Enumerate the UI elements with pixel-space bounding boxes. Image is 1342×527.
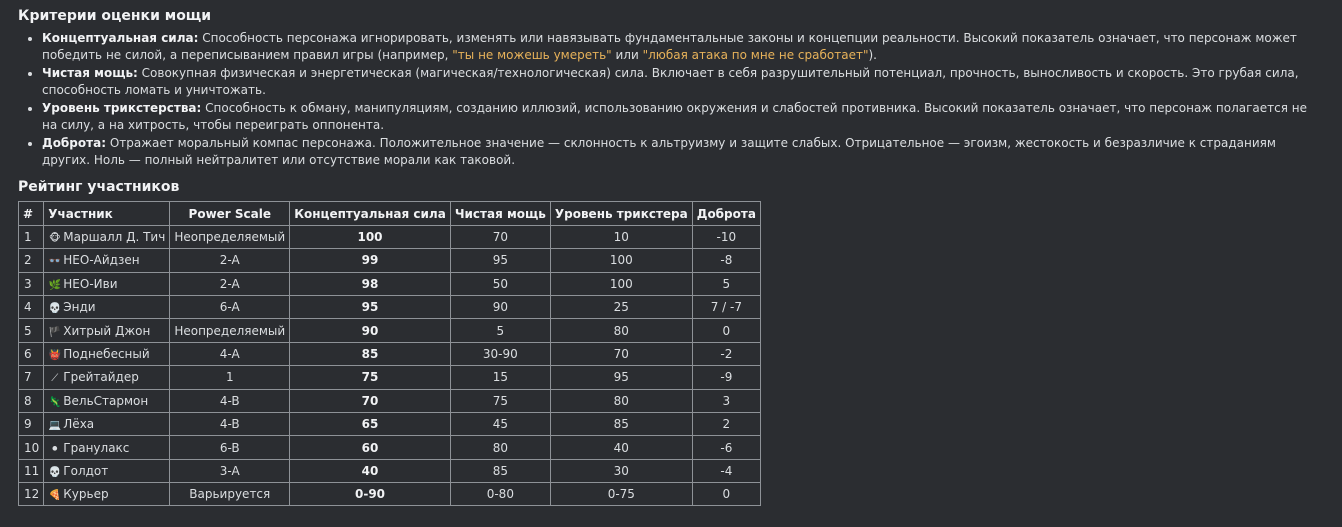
- criteria-list: [18, 30, 1324, 169]
- concept-cell: 100: [290, 225, 451, 248]
- kindness-cell: 2: [692, 412, 760, 435]
- col-header-power: Чистая мощь: [450, 202, 550, 225]
- power-scale-cell: 4-B: [170, 389, 290, 412]
- power-cell: 90: [450, 295, 550, 318]
- criteria-item-power: [42, 65, 1324, 99]
- table-row: [19, 319, 761, 342]
- power-scale-cell: Неопределяемый: [170, 319, 290, 342]
- col-header-trickster: Уровень трикстера: [550, 202, 692, 225]
- rank-cell: 2: [19, 249, 44, 272]
- table-row: [19, 272, 761, 295]
- table-row: [19, 295, 761, 318]
- criteria-item-concept: [42, 30, 1324, 64]
- concept-cell: 75: [290, 366, 451, 389]
- power-scale-cell: 2-A: [170, 249, 290, 272]
- kindness-cell: 0: [692, 483, 760, 506]
- concept-cell: 85: [290, 342, 451, 365]
- power-scale-cell: 4-A: [170, 342, 290, 365]
- participant-cell: [44, 412, 170, 435]
- participant-name: НЕО-Айдзен: [63, 253, 140, 268]
- criteria-heading: Критерии оценки мощи: [18, 8, 212, 24]
- rank-cell: 10: [19, 436, 44, 459]
- participant-cell: [44, 249, 170, 272]
- criteria-text: Отражает моральный компас персонажа. Положительное значение — склонность к альтруизму и защите слабых. Отрицательное — эгоизм, жестокость и безразличие к страданиям других. Ноль — полный нейтралитет или отсутствие морали как таковой.: [42, 136, 1276, 168]
- avatar-icon: 👓: [48, 256, 61, 268]
- trickster-cell: 30: [550, 459, 692, 482]
- avatar-icon: ⟋: [51, 373, 59, 385]
- kindness-cell: 3: [692, 389, 760, 412]
- participant-cell: [44, 295, 170, 318]
- rank-cell: 12: [19, 483, 44, 506]
- participant-name: Маршалл Д. Тич: [63, 229, 166, 244]
- participant-cell: [44, 319, 170, 342]
- participant-name: Энди: [63, 300, 96, 315]
- power-cell: 5: [450, 319, 550, 342]
- criteria-term: Доброта:: [42, 136, 106, 150]
- kindness-cell: 7 / -7: [692, 295, 760, 318]
- trickster-cell: 95: [550, 366, 692, 389]
- power-cell: 70: [450, 225, 550, 248]
- avatar-icon: 🏴: [48, 326, 61, 338]
- kindness-cell: -8: [692, 249, 760, 272]
- avatar-icon: 💀: [48, 466, 61, 478]
- col-header-rank: #: [19, 202, 44, 225]
- table-row: [19, 389, 761, 412]
- trickster-cell: 100: [550, 249, 692, 272]
- concept-cell: 99: [290, 249, 451, 272]
- concept-cell: 60: [290, 436, 451, 459]
- participant-name: Грейтайдер: [63, 370, 139, 385]
- participant-cell: [44, 436, 170, 459]
- avatar-icon: 💻: [48, 420, 61, 432]
- power-cell: 75: [450, 389, 550, 412]
- concept-cell: 90: [290, 319, 451, 342]
- rating-heading: Рейтинг участников: [18, 179, 180, 196]
- trickster-cell: 0-75: [550, 483, 692, 506]
- col-header-power-scale: Power Scale: [170, 202, 290, 225]
- avatar-icon: 👹: [48, 349, 61, 361]
- rank-cell: 11: [19, 459, 44, 482]
- participant-cell: [44, 366, 170, 389]
- rank-cell: 1: [19, 225, 44, 248]
- table-header-row: [19, 202, 761, 225]
- rank-cell: 6: [19, 342, 44, 365]
- participant-cell: [44, 459, 170, 482]
- participant-name: НЕО-Иви: [63, 276, 118, 291]
- concept-cell: 40: [290, 459, 451, 482]
- avatar-icon: 🌿: [48, 279, 61, 291]
- criteria-text: Способность персонажа игнорировать, изменять или навязывать фундаментальные законы и концепции реальности. Высокий показатель означает, что персонаж может победить не силой, а переписыванием правил игры (например,: [42, 31, 1297, 63]
- trickster-cell: 85: [550, 412, 692, 435]
- trickster-cell: 100: [550, 272, 692, 295]
- criteria-text: Способность к обману, манипуляциям, созданию иллюзий, использованию окружения и слабостей противника. Высокий показатель означает, что персонаж полагается не на силу, а на хитрость, чтобы переиграть оппонента.: [42, 101, 1308, 133]
- table-row: [19, 436, 761, 459]
- power-cell: 80: [450, 436, 550, 459]
- trickster-cell: 70: [550, 342, 692, 365]
- table-row: [19, 249, 761, 272]
- concept-cell: 65: [290, 412, 451, 435]
- participant-cell: [44, 272, 170, 295]
- rank-cell: 7: [19, 366, 44, 389]
- participant-cell: [44, 342, 170, 365]
- power-cell: 15: [450, 366, 550, 389]
- criteria-text: или: [611, 48, 643, 63]
- kindness-cell: -4: [692, 459, 760, 482]
- participant-name: Курьер: [63, 487, 109, 502]
- col-header-kindness: Доброта: [692, 202, 760, 225]
- avatar-icon: 🦎: [48, 396, 61, 408]
- power-scale-cell: 4-B: [170, 412, 290, 435]
- table-row: [19, 225, 761, 248]
- participant-cell: [44, 389, 170, 412]
- kindness-cell: -10: [692, 225, 760, 248]
- trickster-cell: 80: [550, 389, 692, 412]
- power-scale-cell: Варьируется: [170, 483, 290, 506]
- quote-text: "ты не можешь умереть": [452, 48, 612, 63]
- avatar-icon: 💀: [48, 303, 61, 315]
- quote-text: "любая атака по мне не сработает": [642, 48, 869, 63]
- criteria-text: Совокупная физическая и энергетическая (магическая/технологическая) сила. Включает в себя разрушительный потенциал, прочность, выносливость и скорость. Это грубая сила, способность ломать и уничтожать.: [42, 66, 1299, 98]
- rank-cell: 5: [19, 319, 44, 342]
- criteria-term: Чистая мощь:: [42, 66, 138, 80]
- rank-cell: 3: [19, 272, 44, 295]
- trickster-cell: 10: [550, 225, 692, 248]
- trickster-cell: 80: [550, 319, 692, 342]
- participant-name: ВельСтармон: [63, 393, 149, 408]
- trickster-cell: 40: [550, 436, 692, 459]
- concept-cell: 70: [290, 389, 451, 412]
- rank-cell: 9: [19, 412, 44, 435]
- avatar-icon: 🍕: [48, 490, 61, 502]
- power-cell: 85: [450, 459, 550, 482]
- power-cell: 45: [450, 412, 550, 435]
- table-row: [19, 366, 761, 389]
- criteria-text: ).: [868, 48, 877, 63]
- kindness-cell: 0: [692, 319, 760, 342]
- power-cell: 50: [450, 272, 550, 295]
- rank-cell: 4: [19, 295, 44, 318]
- participant-cell: [44, 483, 170, 506]
- kindness-cell: -9: [692, 366, 760, 389]
- table-row: [19, 412, 761, 435]
- power-scale-cell: 3-A: [170, 459, 290, 482]
- table-row: [19, 459, 761, 482]
- participant-name: Поднебесный: [63, 346, 150, 361]
- criteria-item-trickster: [42, 100, 1324, 134]
- avatar-icon: 🐵: [49, 232, 61, 244]
- kindness-cell: -2: [692, 342, 760, 365]
- criteria-term: Уровень трикстерства:: [42, 101, 202, 115]
- rating-table: [18, 201, 761, 506]
- power-scale-cell: 2-A: [170, 272, 290, 295]
- avatar-icon: ⚫: [50, 443, 59, 455]
- table-row: [19, 342, 761, 365]
- participant-name: Гранулакс: [63, 440, 130, 455]
- col-header-concept: Концептуальная сила: [290, 202, 451, 225]
- rank-cell: 8: [19, 389, 44, 412]
- criteria-item-kindness: [42, 135, 1324, 169]
- table-body: [19, 225, 761, 506]
- participant-name: Хитрый Джон: [63, 323, 151, 338]
- participant-name: Голдот: [63, 463, 109, 478]
- concept-cell: 95: [290, 295, 451, 318]
- trickster-cell: 25: [550, 295, 692, 318]
- participant-name: Лёха: [63, 417, 95, 432]
- table-row: [19, 483, 761, 506]
- kindness-cell: -6: [692, 436, 760, 459]
- concept-cell: 0-90: [290, 483, 451, 506]
- power-cell: 30-90: [450, 342, 550, 365]
- power-scale-cell: 6-B: [170, 436, 290, 459]
- power-cell: 0-80: [450, 483, 550, 506]
- power-cell: 95: [450, 249, 550, 272]
- power-scale-cell: 6-A: [170, 295, 290, 318]
- power-scale-cell: Неопределяемый: [170, 225, 290, 248]
- participant-cell: [44, 225, 170, 248]
- concept-cell: 98: [290, 272, 451, 295]
- power-scale-cell: 1: [170, 366, 290, 389]
- col-header-participant: Участник: [44, 202, 170, 225]
- kindness-cell: 5: [692, 272, 760, 295]
- criteria-term: Концептуальная сила:: [42, 31, 199, 45]
